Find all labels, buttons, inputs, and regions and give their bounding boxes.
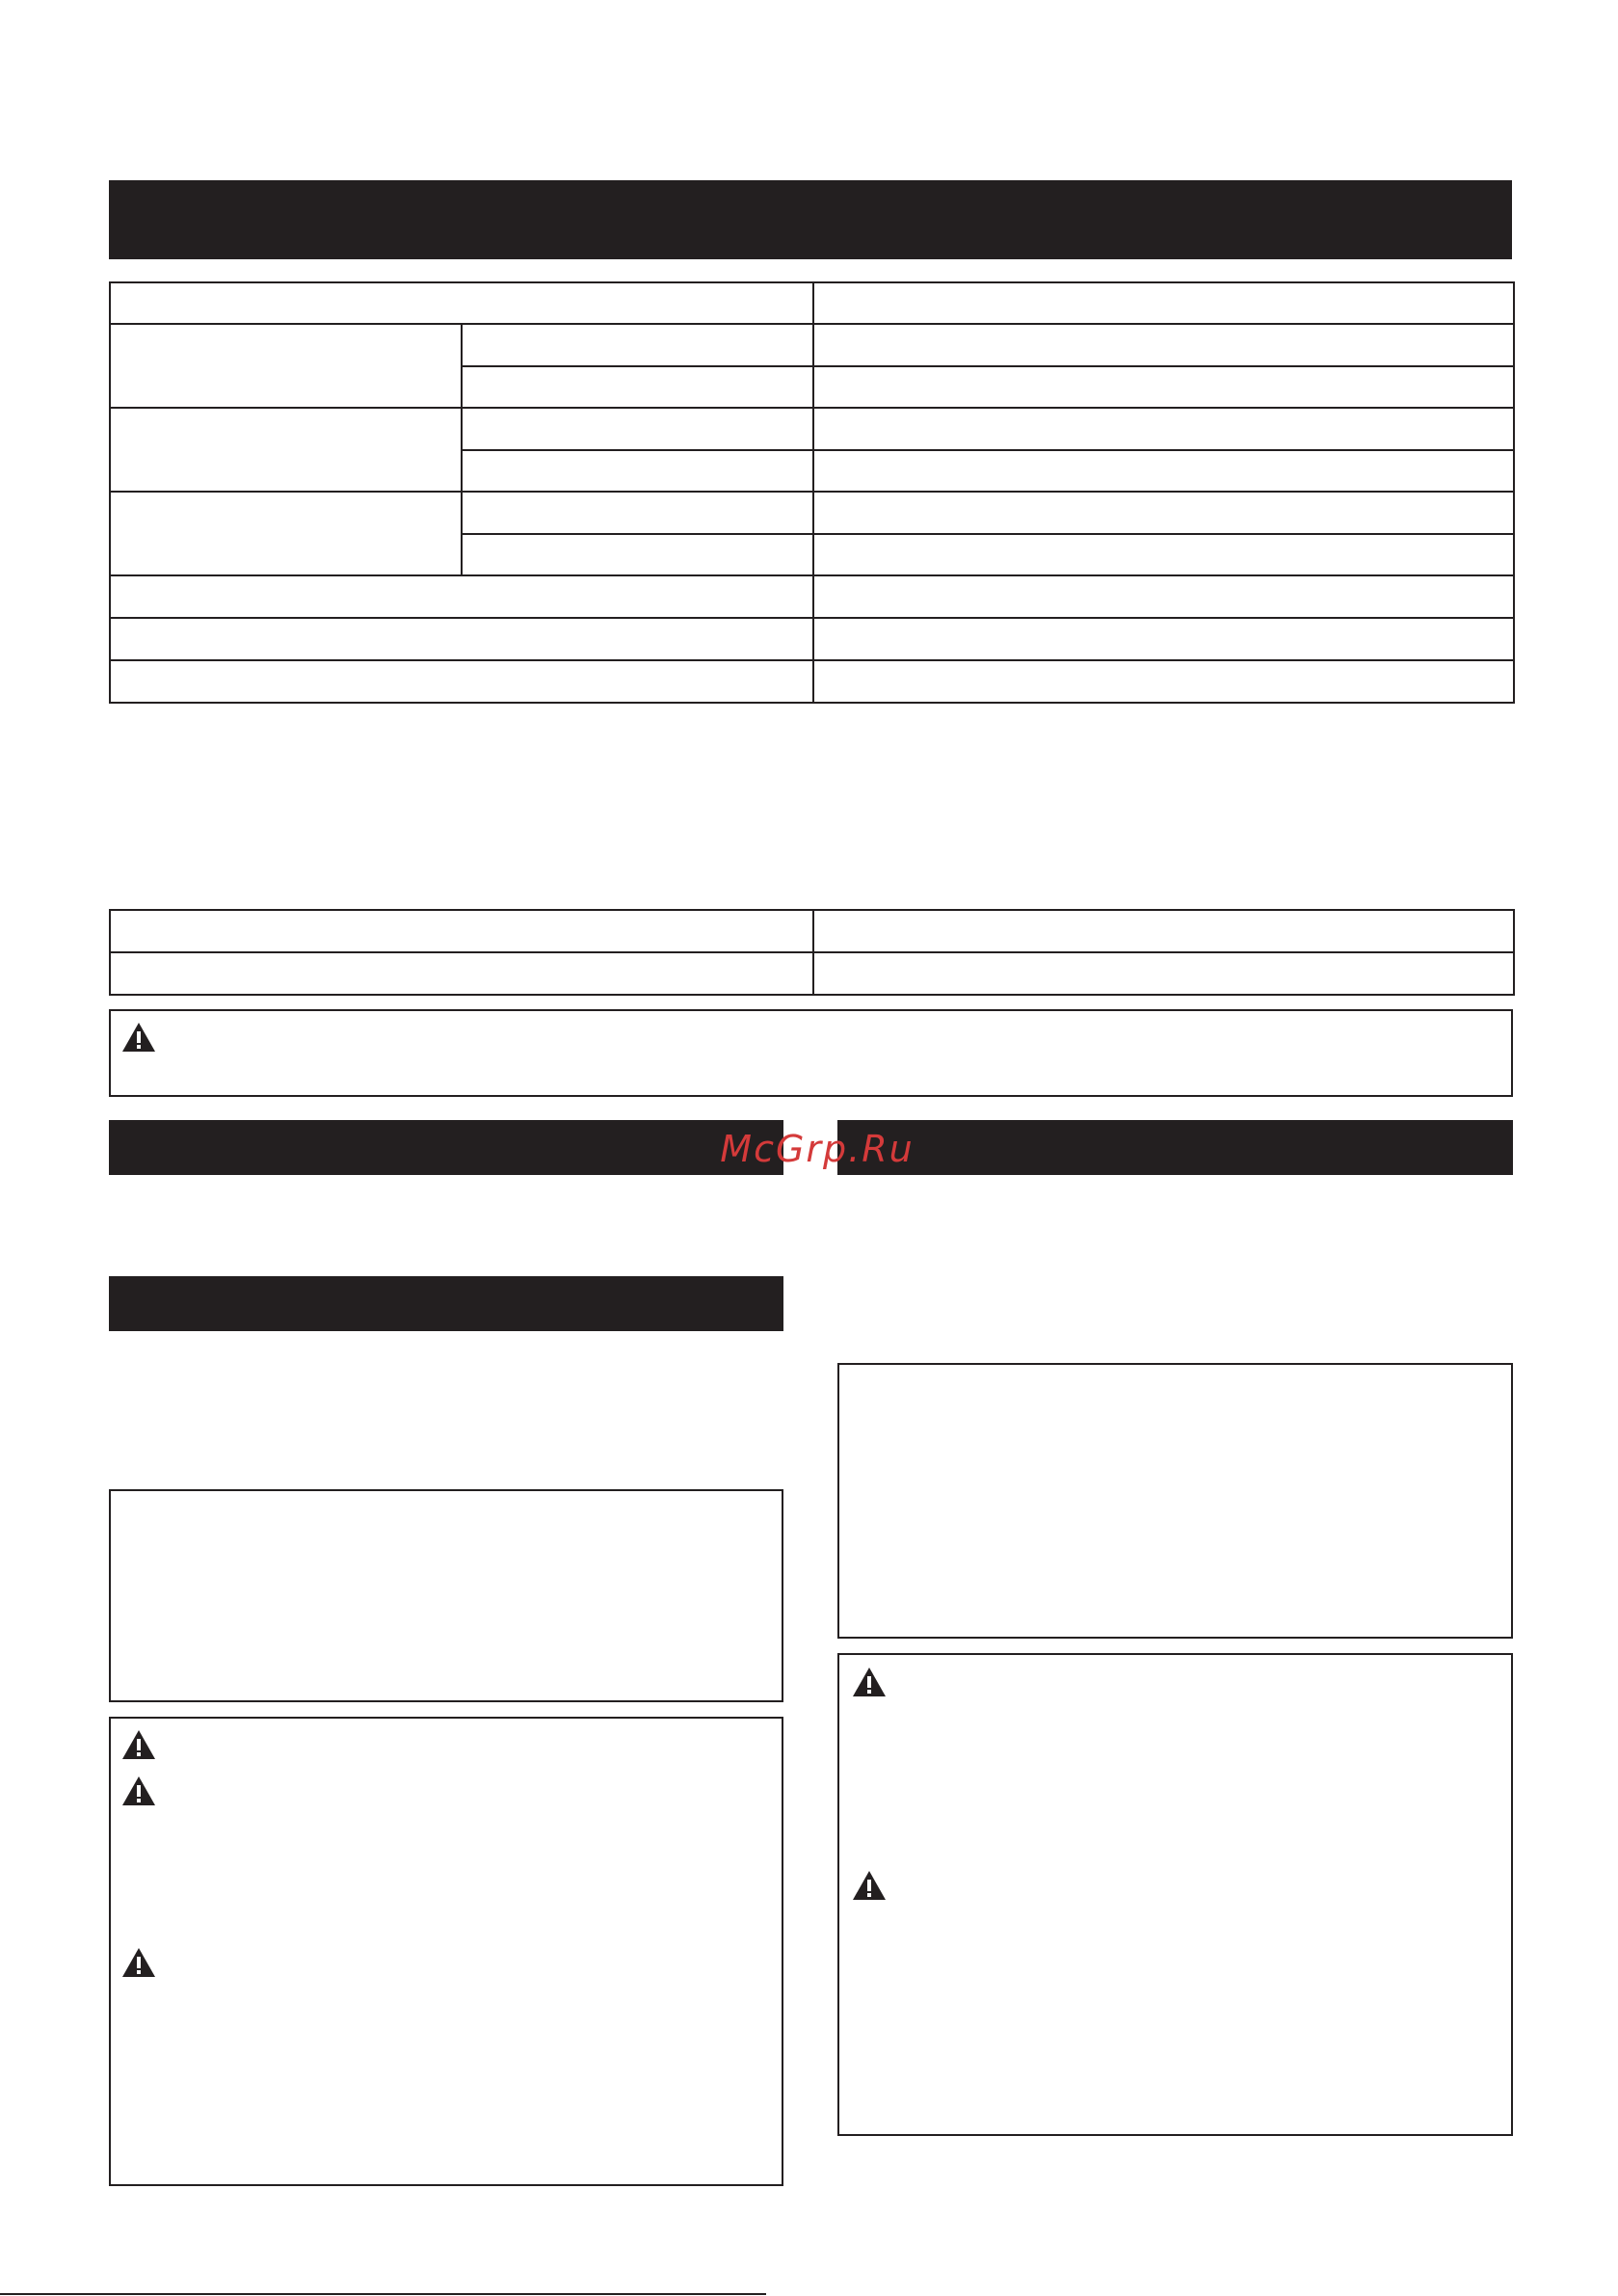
warning-triangle-icon <box>120 1775 157 1807</box>
warning-box-left <box>109 1717 783 2186</box>
table-row <box>110 952 1514 995</box>
footer-rule <box>0 2293 766 2295</box>
table-row <box>110 910 1514 952</box>
table-row <box>110 282 1514 324</box>
table-row <box>110 324 1514 366</box>
warning-box-right <box>837 1653 1513 2136</box>
warning-triangle-icon <box>851 1666 888 1698</box>
header-bar <box>109 180 1512 259</box>
section-bar-left <box>109 1120 783 1175</box>
table-row <box>110 575 1514 618</box>
warning-triangle-icon <box>851 1869 888 1902</box>
warning-triangle-icon <box>120 1728 157 1761</box>
warning-triangle-icon <box>120 1946 157 1979</box>
watermark: McGrp.Ru <box>720 1128 915 1170</box>
note-box-left <box>109 1489 783 1702</box>
subsection-bar-left <box>109 1276 783 1331</box>
warning-triangle-icon <box>120 1021 157 1054</box>
table-row <box>110 408 1514 450</box>
warning-box-full-width <box>109 1009 1513 1097</box>
table-row <box>110 492 1514 534</box>
note-box-right <box>837 1363 1513 1639</box>
specifications-table <box>109 281 1515 704</box>
table-row <box>110 618 1514 660</box>
secondary-specifications-table <box>109 909 1515 996</box>
table-row <box>110 660 1514 703</box>
